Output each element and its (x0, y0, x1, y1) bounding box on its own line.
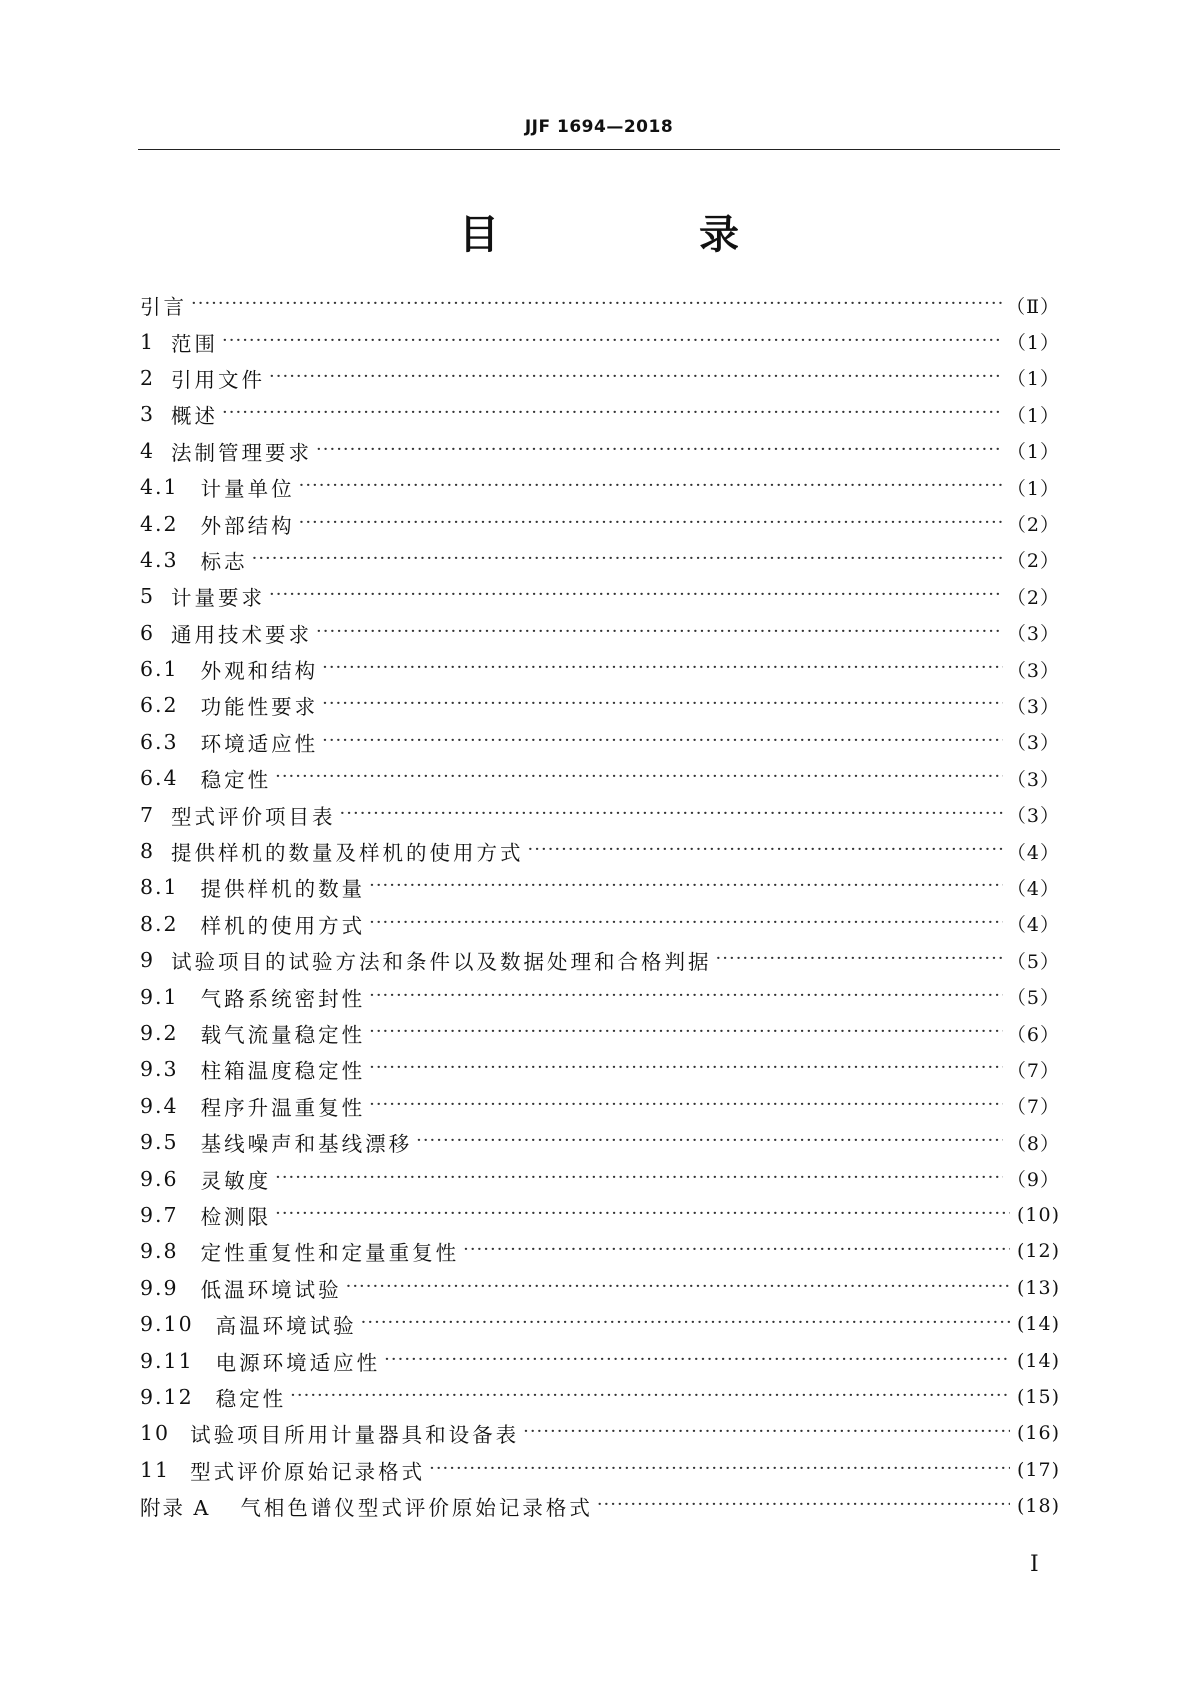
toc-entry-page: （8） (1006, 1132, 1060, 1155)
toc-entry-number: 5 (140, 584, 156, 609)
toc-entry-page: （3） (1006, 805, 1060, 828)
toc-entry-label: 稳定性 (200, 768, 272, 793)
toc-entry-number: 7 (140, 802, 156, 827)
dot-leader (369, 912, 1003, 936)
toc-entry-page: （1） (1006, 404, 1060, 427)
toc-entry-label: 定性重复性和定量重复性 (200, 1241, 460, 1266)
dot-leader (322, 657, 1003, 681)
toc-entry-page: （3） (1006, 695, 1060, 718)
dot-leader (322, 693, 1003, 717)
toc-entry-page: （7） (1006, 1059, 1060, 1082)
toc-entry-number: 1 (140, 329, 156, 354)
toc-entry[interactable] (140, 1015, 1060, 1051)
toc-entry-label: 稳定性 (215, 1386, 287, 1411)
toc-entry[interactable] (140, 724, 1060, 760)
toc-entry-page: (12) (1016, 1240, 1060, 1263)
toc-entry[interactable] (140, 760, 1060, 796)
toc-entry-number: 6.1 (140, 657, 179, 682)
toc-entry-number: 9.5 (140, 1130, 179, 1155)
toc-entry[interactable] (140, 978, 1060, 1014)
toc-entry[interactable] (140, 1124, 1060, 1160)
toc-entry[interactable] (140, 1160, 1060, 1196)
toc-entry[interactable] (140, 1342, 1060, 1378)
toc-entry-number: 9.4 (140, 1093, 179, 1118)
toc-entry-label: 柱箱温度稳定性 (200, 1059, 366, 1084)
header-divider (138, 149, 1060, 150)
dot-leader (269, 584, 1003, 608)
dot-leader (429, 1458, 1010, 1482)
toc-entry-page: (16) (1016, 1422, 1060, 1445)
toc-entry[interactable] (140, 323, 1060, 359)
toc-entry-page: （3） (1006, 732, 1060, 755)
toc-entry[interactable] (140, 469, 1060, 505)
toc-entry-number: 6 (140, 620, 156, 645)
toc-entry-page: （2） (1006, 586, 1060, 609)
dot-leader (369, 1094, 1003, 1118)
toc-entry-page: （5） (1006, 950, 1060, 973)
toc-entry-page: （9） (1006, 1169, 1060, 1192)
toc-entry-page: （4） (1006, 877, 1060, 900)
toc-entry[interactable] (140, 1270, 1060, 1306)
dot-leader (222, 402, 1003, 426)
toc-entry-label: 试验项目所用计量器具和设备表 (190, 1423, 520, 1448)
toc-entry-number: 9.8 (140, 1239, 179, 1264)
toc-entry-number: 9.3 (140, 1057, 179, 1082)
toc-entry-number: 8.2 (140, 911, 179, 936)
toc-entry-page: （2） (1006, 550, 1060, 573)
toc-entry-page: （2） (1006, 514, 1060, 537)
dot-leader (369, 1021, 1003, 1045)
toc-entry-label: 试验项目的试验方法和条件以及数据处理和合格判据 (171, 950, 712, 975)
toc-entry[interactable] (140, 396, 1060, 432)
toc-entry-page: (10) (1016, 1203, 1060, 1226)
toc-entry-number: 2 (140, 365, 156, 390)
toc-entry-number: 10 (140, 1421, 171, 1446)
dot-leader (252, 548, 1003, 572)
toc-entry-number: 6.2 (140, 693, 179, 718)
toc-entry-label: 低温环境试验 (200, 1277, 342, 1302)
dot-leader (523, 1421, 1010, 1445)
toc-entry-number: 4.1 (140, 475, 179, 500)
dot-leader (416, 1130, 1003, 1154)
toc-entry-number: 9.10 (140, 1312, 194, 1337)
dot-leader (597, 1494, 1010, 1518)
toc-entry-label: 气相色谱仪型式评价原始记录格式 (240, 1496, 593, 1521)
toc-entry-label: 检测限 (200, 1204, 272, 1229)
toc-entry[interactable] (140, 906, 1060, 942)
toc-entry-page: (14) (1016, 1349, 1060, 1372)
toc-entry-number: 9.6 (140, 1166, 179, 1191)
toc-entry-label: 程序升温重复性 (200, 1095, 366, 1120)
toc-entry-number: 6.4 (140, 766, 179, 791)
toc-entry-page: （3） (1006, 768, 1060, 791)
toc-entry[interactable] (140, 615, 1060, 651)
toc-entry[interactable] (140, 578, 1060, 614)
toc-entry-page: （Ⅱ） (1006, 295, 1060, 318)
dot-leader (290, 1385, 1010, 1409)
toc-entry[interactable] (140, 1306, 1060, 1342)
toc-entry[interactable] (140, 287, 1060, 323)
dot-leader (269, 366, 1003, 390)
toc-entry-page: （4） (1006, 914, 1060, 937)
toc-entry-label: 外部结构 (200, 513, 295, 538)
dot-leader (275, 1167, 1003, 1191)
toc-entry-label: 载气流量稳定性 (200, 1023, 366, 1047)
toc-entry-page: (15) (1016, 1385, 1060, 1408)
toc-entry-page: （1） (1006, 368, 1060, 391)
toc-entry[interactable] (140, 1051, 1060, 1087)
toc-entry[interactable] (140, 1088, 1060, 1124)
toc-entry-number: 4 (140, 438, 156, 463)
toc-entry-label: 标志 (200, 549, 248, 574)
dot-leader (369, 985, 1003, 1009)
toc-entry-page: （5） (1006, 987, 1060, 1010)
toc-entry[interactable] (140, 1233, 1060, 1269)
toc-entry[interactable] (140, 433, 1060, 469)
dot-leader (222, 330, 1003, 354)
toc-entry-label: 提供样机的数量 (200, 877, 366, 902)
toc-entry-number: 9.9 (140, 1275, 179, 1300)
toc-entry-page: （1） (1006, 477, 1060, 500)
dot-leader (384, 1349, 1010, 1373)
dot-leader (275, 766, 1003, 790)
toc-entry-label: 外观和结构 (200, 659, 319, 684)
toc-entry[interactable] (140, 1488, 1060, 1524)
toc-entry-number: 9 (140, 948, 156, 973)
dot-leader (528, 839, 1003, 863)
toc-entry[interactable] (140, 833, 1060, 869)
toc-entry-number: 9.2 (140, 1021, 179, 1045)
dot-leader (322, 730, 1003, 754)
toc-entry-number: 9.11 (140, 1348, 194, 1373)
toc-entry-label: 型式评价项目表 (171, 804, 336, 829)
toc-entry-label: 高温环境试验 (215, 1314, 357, 1339)
dot-leader (191, 293, 1002, 317)
toc-entry-label: 气路系统密封性 (200, 986, 366, 1011)
toc-entry[interactable] (140, 869, 1060, 905)
toc-entry-page: （3） (1006, 623, 1060, 646)
dot-leader (716, 948, 1003, 972)
toc-entry-page: (17) (1016, 1458, 1060, 1481)
dot-leader (369, 1057, 1003, 1081)
dot-leader (299, 475, 1003, 499)
dot-leader (340, 803, 1003, 827)
toc-entry[interactable] (140, 651, 1060, 687)
toc-entry[interactable] (140, 360, 1060, 396)
toc-entry-label: 法制管理要求 (171, 440, 313, 465)
toc-entry-number: 4.3 (140, 547, 179, 572)
toc-entry[interactable] (140, 687, 1060, 723)
toc-entry[interactable] (140, 505, 1060, 541)
toc-entry-label: 计量要求 (171, 586, 266, 611)
toc-entry-label: 范围 (171, 331, 219, 356)
toc-entry-label: 引言 (140, 295, 187, 320)
page-number: Ⅰ (1030, 1552, 1039, 1577)
toc-entry-number: 3 (140, 402, 156, 427)
toc-entry[interactable] (140, 1452, 1060, 1488)
dot-leader (275, 1203, 1010, 1227)
document-code-header: JJF 1694—2018 (524, 117, 674, 137)
toc-entry-page: （1） (1006, 441, 1060, 464)
toc-entry[interactable] (140, 1415, 1060, 1451)
toc-entry-number: 11 (140, 1457, 171, 1482)
toc-entry-number: 8 (140, 839, 156, 864)
dot-leader (361, 1312, 1010, 1336)
toc-entry-number: 附录 A (140, 1496, 211, 1521)
table-of-contents (140, 287, 1060, 1524)
toc-entry-label: 型式评价原始记录格式 (190, 1459, 426, 1484)
toc-entry-page: （7） (1006, 1096, 1060, 1119)
toc-entry-label: 引用文件 (171, 367, 266, 392)
toc-entry-label: 环境适应性 (200, 731, 319, 756)
toc-entry-label: 提供样机的数量及样机的使用方式 (171, 841, 524, 866)
toc-entry-label: 灵敏度 (200, 1168, 272, 1193)
dot-leader (316, 439, 1003, 463)
dot-leader (463, 1239, 1010, 1263)
toc-entry-number: 6.3 (140, 729, 179, 754)
toc-entry-label: 通用技术要求 (171, 622, 313, 647)
toc-entry-label: 电源环境适应性 (215, 1350, 381, 1375)
toc-entry-label: 概述 (171, 404, 219, 429)
page-title: 目 录 (459, 212, 819, 258)
toc-entry[interactable] (140, 542, 1060, 578)
dot-leader (346, 1276, 1010, 1300)
toc-entry[interactable] (140, 1379, 1060, 1415)
toc-entry[interactable] (140, 942, 1060, 978)
toc-entry-label: 样机的使用方式 (200, 913, 366, 938)
dot-leader (369, 875, 1003, 899)
toc-entry-number: 9.12 (140, 1384, 194, 1409)
toc-entry-page: （4） (1006, 841, 1060, 864)
toc-entry-label: 功能性要求 (200, 695, 319, 720)
toc-entry-label: 计量单位 (200, 477, 295, 502)
toc-entry-number: 4.2 (140, 511, 179, 536)
toc-entry-page: (13) (1016, 1276, 1060, 1299)
toc-entry[interactable] (140, 1197, 1060, 1233)
toc-entry-page: （6） (1006, 1023, 1060, 1046)
toc-entry[interactable] (140, 796, 1060, 832)
toc-entry-number: 8.1 (140, 875, 179, 900)
toc-entry-number: 9.7 (140, 1202, 179, 1227)
dot-leader (316, 621, 1003, 645)
dot-leader (299, 512, 1003, 536)
toc-entry-number: 9.1 (140, 984, 179, 1009)
toc-entry-page: (14) (1016, 1313, 1060, 1336)
toc-entry-page: (18) (1016, 1495, 1060, 1518)
toc-entry-page: （3） (1006, 659, 1060, 682)
toc-entry-label: 基线噪声和基线漂移 (200, 1132, 413, 1157)
toc-entry-page: （1） (1006, 332, 1060, 355)
